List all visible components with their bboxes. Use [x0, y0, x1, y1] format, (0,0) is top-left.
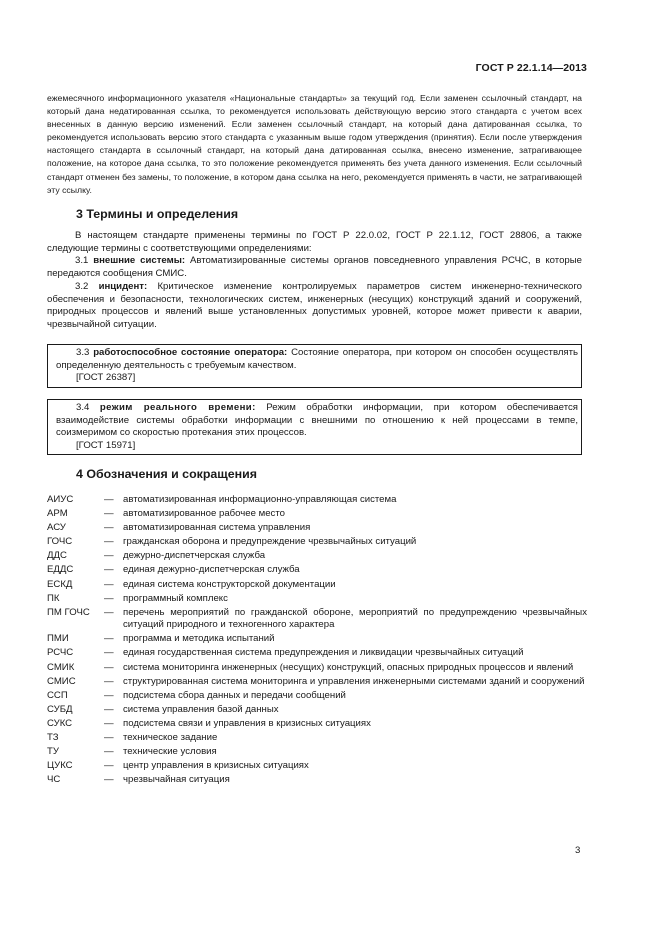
abbreviation-dash: —: [104, 760, 114, 772]
abbreviation-code: АРМ: [47, 508, 68, 520]
abbreviation-row: [47, 633, 587, 646]
abbreviation-definition: техническое задание: [123, 732, 218, 743]
abbreviation-definition: единая система конструкторской документации: [123, 578, 336, 590]
abbreviation-list: [47, 494, 587, 788]
abbreviation-definition: программа и методика испытаний: [123, 633, 275, 645]
abbreviation-definition: перечень мероприятий по гражданской обороне, мероприятий по предупреждению чрезвычайных ситуаций природного и техногенного характера: [123, 606, 587, 631]
abbreviation-code: СМИС: [47, 675, 76, 687]
abbreviation-dash: —: [104, 689, 114, 701]
abbreviation-row: [47, 607, 587, 632]
abbreviation-dash: —: [104, 564, 114, 576]
intro-text: ежемесячного информационного указателя «Национальные стандарты» за текущий год. Если заменен ссылочный стандарт, на который дана недатированная ссылка, то рекомендуется использовать действующую версию этого стандарта с учетом всех внесенных в данную версию изменений. Если заменен ссылочный стандарт, на который дана датированная ссылка, то рекомендуется использовать версию этого стандарта с указанным выше годом утверждения (принятия). Если после утверждения настоящего стандарта в ссылочный стандарт, на который дана датированная ссылка, внесено изменение, затрагивающее положение, на которое дана ссылка, то это положение рекомендуется применять без учета данного изменения. Если ссылочный стандарт отменен без замены, то положение, в котором дана ссылка на него, рекомендуется применять в части, не затрагивающей эту ссылку.: [47, 93, 582, 195]
abbreviation-row: [47, 690, 587, 703]
abbreviation-row: [47, 494, 587, 507]
abbreviation-dash: —: [104, 717, 114, 729]
abbreviation-definition: структурированная система мониторинга и управления инженерными системами зданий и сооружений: [123, 675, 585, 687]
section-3-intro: В настоящем стандарте применены термины по ГОСТ Р 22.0.02, ГОСТ Р 22.1.12, ГОСТ 28806, а также следующие термины с соответствующими определениями:: [47, 230, 582, 254]
abbreviation-definition: автоматизированная система управления: [123, 522, 311, 534]
term-name: работоспособное состояние оператора:: [93, 347, 288, 358]
section-3-title: 3 Термины и определения: [76, 207, 239, 221]
abbreviation-definition: гражданская оборона и предупреждение чрезвычайных ситуаций: [123, 536, 417, 548]
abbreviation-definition: дежурно-диспетчерская служба: [123, 550, 266, 562]
section-4-title: 4 Обозначения и сокращения: [76, 467, 257, 481]
abbreviation-code: ГОЧС: [47, 536, 73, 548]
abbreviation-definition: подсистема сбора данных и передачи сообщений: [123, 689, 346, 701]
term-number: 3.1: [75, 255, 89, 267]
page-number: 3: [575, 845, 581, 856]
abbreviation-dash: —: [104, 647, 114, 659]
abbreviation-row: [47, 732, 587, 745]
abbreviation-dash: —: [104, 675, 114, 687]
abbreviation-code: ПМИ: [47, 633, 69, 645]
abbreviation-row: [47, 579, 587, 592]
term-reference: [ГОСТ 15971]: [76, 439, 136, 451]
abbreviation-dash: —: [104, 494, 114, 505]
abbreviation-code: ЕДДС: [47, 564, 74, 576]
abbreviation-code: СУКС: [47, 717, 73, 729]
abbreviation-definition: автоматизированная информационно-управляющая система: [123, 494, 397, 505]
abbreviation-dash: —: [104, 536, 114, 548]
term-3-2: [47, 281, 582, 332]
abbreviation-code: ПМ ГОЧС: [47, 606, 90, 618]
term-definition: Автоматизированные системы органов повседневного управления РСЧС, в которые передаются сообщения СМИС.: [47, 255, 582, 280]
abbreviation-dash: —: [104, 578, 114, 590]
boxed-term-3-3: [47, 344, 582, 388]
abbreviation-row: [47, 662, 587, 675]
abbreviation-row: [47, 718, 587, 731]
document-header: ГОСТ Р 22.1.14—2013: [475, 62, 587, 74]
abbreviation-definition: единая государственная система предупреждения и ликвидации чрезвычайных ситуаций: [123, 647, 524, 659]
abbreviation-definition: система управления базой данных: [123, 703, 279, 715]
term-3-1: [47, 255, 582, 280]
abbreviation-code: СУБД: [47, 703, 73, 715]
abbreviation-code: ПК: [47, 592, 60, 604]
abbreviation-row: [47, 704, 587, 717]
term-reference: [ГОСТ 26387]: [76, 372, 136, 383]
abbreviation-code: СМИК: [47, 661, 75, 673]
term-definition: Состояние оператора, при котором он способен осуществлять определенную деятельность с требуемым качеством.: [56, 347, 579, 371]
abbreviation-code: ТУ: [47, 746, 59, 758]
abbreviation-code: ЕСКД: [47, 578, 73, 590]
abbreviation-code: ССП: [47, 689, 68, 701]
abbreviation-row: [47, 746, 587, 759]
term-number: 3.2: [75, 280, 89, 292]
term-3-4: [56, 402, 578, 440]
abbreviation-definition: чрезвычайная ситуация: [123, 774, 230, 786]
abbreviation-row: [47, 564, 587, 577]
abbreviation-definition: программный комплекс: [123, 592, 228, 604]
abbreviation-dash: —: [104, 606, 114, 618]
abbreviation-row: [47, 774, 587, 787]
abbreviation-dash: —: [104, 508, 114, 520]
abbreviation-dash: —: [104, 522, 114, 534]
term-name: инцидент:: [98, 280, 148, 292]
abbreviation-definition: система мониторинга инженерных (несущих) конструкций, опасных природных процессов и явлений: [123, 661, 574, 673]
intro-paragraph: [47, 92, 582, 197]
abbreviation-dash: —: [104, 703, 114, 715]
abbreviation-row: [47, 760, 587, 773]
section-3-body: [47, 230, 582, 332]
term-definition: Режим обработки информации, при котором обеспечивается взаимодействие системы обработки информации с внешними по отношению к ней процессами в темпе, соизмеримом со скоростью протекания этих процессов.: [56, 402, 578, 438]
term-name: режим реального времени:: [99, 402, 256, 413]
term-number: 3.4: [76, 402, 90, 413]
abbreviation-dash: —: [104, 592, 114, 604]
abbreviation-dash: —: [104, 732, 114, 743]
abbreviation-definition: технические условия: [123, 746, 217, 758]
abbreviation-definition: центр управления в кризисных ситуациях: [123, 760, 309, 772]
term-3-3: [56, 347, 578, 372]
abbreviation-definition: единая дежурно-диспетчерская служба: [123, 564, 300, 576]
abbreviation-row: [47, 550, 587, 563]
abbreviation-row: [47, 676, 587, 689]
abbreviation-row: [47, 647, 587, 660]
abbreviation-code: ЦУКС: [47, 760, 73, 772]
term-number: 3.3: [76, 347, 90, 358]
abbreviation-row: [47, 522, 587, 535]
abbreviation-code: ЧС: [47, 774, 61, 786]
abbreviation-code: ДДС: [47, 550, 67, 562]
abbreviation-row: [47, 536, 587, 549]
boxed-term-3-4: [47, 399, 582, 455]
term-name: внешние системы:: [93, 255, 186, 267]
abbreviation-code: АСУ: [47, 522, 66, 534]
abbreviation-row: [47, 593, 587, 606]
abbreviation-dash: —: [104, 661, 114, 673]
abbreviation-code: РСЧС: [47, 647, 74, 659]
abbreviation-code: АИУС: [47, 494, 74, 505]
abbreviation-definition: подсистема связи и управления в кризисных ситуациях: [123, 717, 371, 729]
abbreviation-dash: —: [104, 774, 114, 786]
abbreviation-dash: —: [104, 550, 114, 562]
abbreviation-dash: —: [104, 746, 114, 758]
abbreviation-dash: —: [104, 633, 114, 645]
abbreviation-code: ТЗ: [47, 732, 59, 743]
abbreviation-definition: автоматизированное рабочее место: [123, 508, 285, 520]
term-definition: Критическое изменение контролируемых параметров систем инженерно-технического обеспечения и безопасности, технологических систем, инженерных (несущих) конструкций зданий и сооружений, природных процессов и явлений выше установленных допустимых уровней, которое может привести к аварии, чрезвычайной ситуации.: [47, 280, 583, 330]
abbreviation-row: [47, 508, 587, 521]
